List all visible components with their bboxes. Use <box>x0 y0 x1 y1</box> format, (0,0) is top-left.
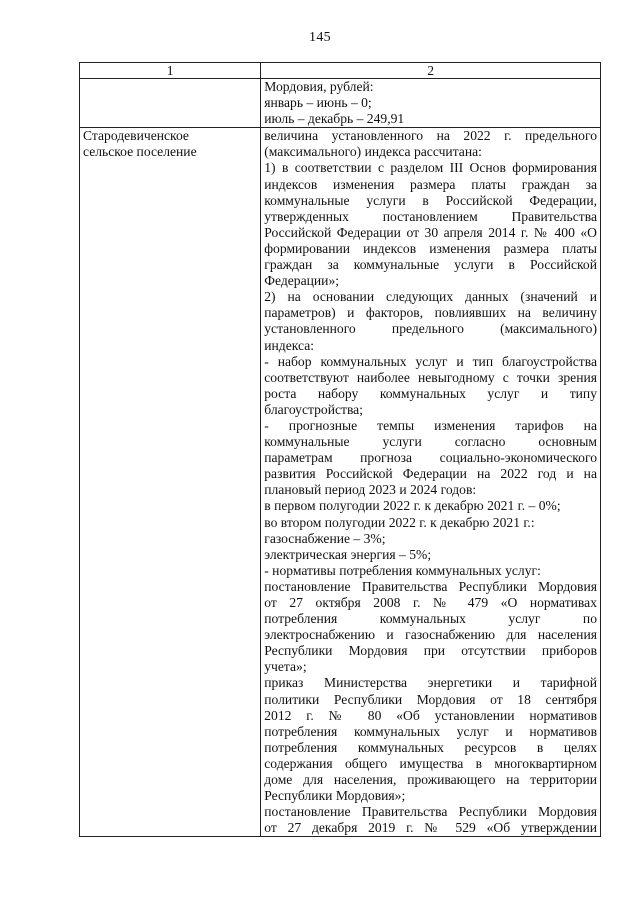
text-line: постановление Правительства Республики Мордовия <box>264 578 597 594</box>
page-number: 145 <box>309 30 331 45</box>
text-line: во втором полугодии 2022 г. к декабрю 2021 г.: <box>264 514 535 530</box>
table-header-row <box>80 63 601 79</box>
municipality-cell <box>80 79 261 128</box>
text-line: электроснабжению и газоснабжению для населения <box>264 627 597 643</box>
text-line: (максимального) индекса рассчитана: <box>264 144 482 160</box>
text-line: от 27 декабря 2019 г. № 529 «Об утверждении <box>264 820 597 836</box>
text-line: индексов изменения размера платы граждан за <box>264 176 597 192</box>
text-line: Мордовия, рублей: <box>264 79 374 94</box>
text-line: параметров) и факторов, повлиявших на величину <box>264 305 597 321</box>
text-line: потребления коммунальных услуг по <box>264 611 597 627</box>
text-line: 1) в соответствии с разделом III Основ формирования <box>264 160 597 176</box>
text-line: благоустройства; <box>264 401 363 417</box>
description-cell <box>261 128 601 837</box>
text-line: установленного предельного (максимального) <box>264 321 597 337</box>
text-line: июль – декабрь – 249,91 <box>264 111 405 127</box>
text-line: роста набору коммунальных услуг и типу <box>264 385 597 401</box>
column-header-1: 1 <box>80 63 261 79</box>
text-line: приказ Министерства энергетики и тарифной <box>264 675 597 691</box>
text-line: в первом полугодии 2022 г. к декабрю 2021 г. – 0%; <box>264 498 561 514</box>
text-line: Республики Мордовия»; <box>264 788 406 804</box>
text-line: утвержденных постановлением Правительства <box>264 208 597 224</box>
table-row <box>80 128 601 837</box>
text-line: 2) на основании следующих данных (значений и <box>264 289 597 305</box>
text-line: январь – июнь – 0; <box>264 95 372 111</box>
text-line: - набор коммунальных услуг и тип благоустройства <box>264 353 597 369</box>
text-line: величина установленного на 2022 г. предельного <box>264 128 597 144</box>
text-line: доме для населения, проживающего на территории <box>264 772 597 788</box>
text-line: - прогнозные темпы изменения тарифов на <box>264 417 597 433</box>
text-line: от 27 октября 2008 г. № 479 «О нормативах <box>264 595 597 610</box>
text-line: коммунальные услуги согласно основным <box>264 434 597 450</box>
text-line: индекса: <box>264 337 315 353</box>
text-line: плановый период 2023 и 2024 годов: <box>264 482 477 498</box>
text-line: политики Республики Мордовия от 18 сентября <box>264 691 597 707</box>
text-line: 2012 г. № 80 «Об установлении нормативов <box>264 707 597 723</box>
text-line: развития Российской Федерации на 2022 год и на <box>264 466 597 482</box>
text-line: сельское поселение <box>83 144 197 160</box>
text-line: Республики Мордовия при отсутствии приборов <box>264 643 597 659</box>
text-line: Федерации»; <box>264 273 340 289</box>
tariff-index-table <box>79 62 601 837</box>
text-line: граждан за коммунальные услуги в Российской <box>264 257 597 273</box>
text-line: потребления коммунальных ресурсов в целях <box>264 739 597 755</box>
description-cell <box>261 79 601 128</box>
text-line: - нормативы потребления коммунальных услуг: <box>264 562 541 578</box>
text-line: соответствуют наиболее невыгодному с точки зрения <box>264 369 597 385</box>
text-line: газоснабжение – 3%; <box>264 530 386 546</box>
column-header-2: 2 <box>261 63 601 79</box>
text-line: потребления коммунальных услуг и нормативов <box>264 723 597 739</box>
text-line: электрическая энергия – 5%; <box>264 546 432 562</box>
text-line: формировании индексов изменения размера платы <box>264 240 597 256</box>
text-line: Стародевиченское <box>83 128 189 144</box>
text-line: содержания общего имущества в многоквартирном <box>264 755 597 771</box>
table-row <box>80 79 601 128</box>
text-line: коммунальные услуги в Российской Федерации, <box>264 192 597 208</box>
municipality-cell <box>80 128 261 837</box>
text-line: учета»; <box>264 659 307 675</box>
text-line: постановление Правительства Республики Мордовия <box>264 804 597 820</box>
text-line: Российской Федерации от 30 апреля 2014 г. № 400 «О <box>264 224 597 240</box>
text-line: параметрам прогноза социально-экономического <box>264 450 597 466</box>
